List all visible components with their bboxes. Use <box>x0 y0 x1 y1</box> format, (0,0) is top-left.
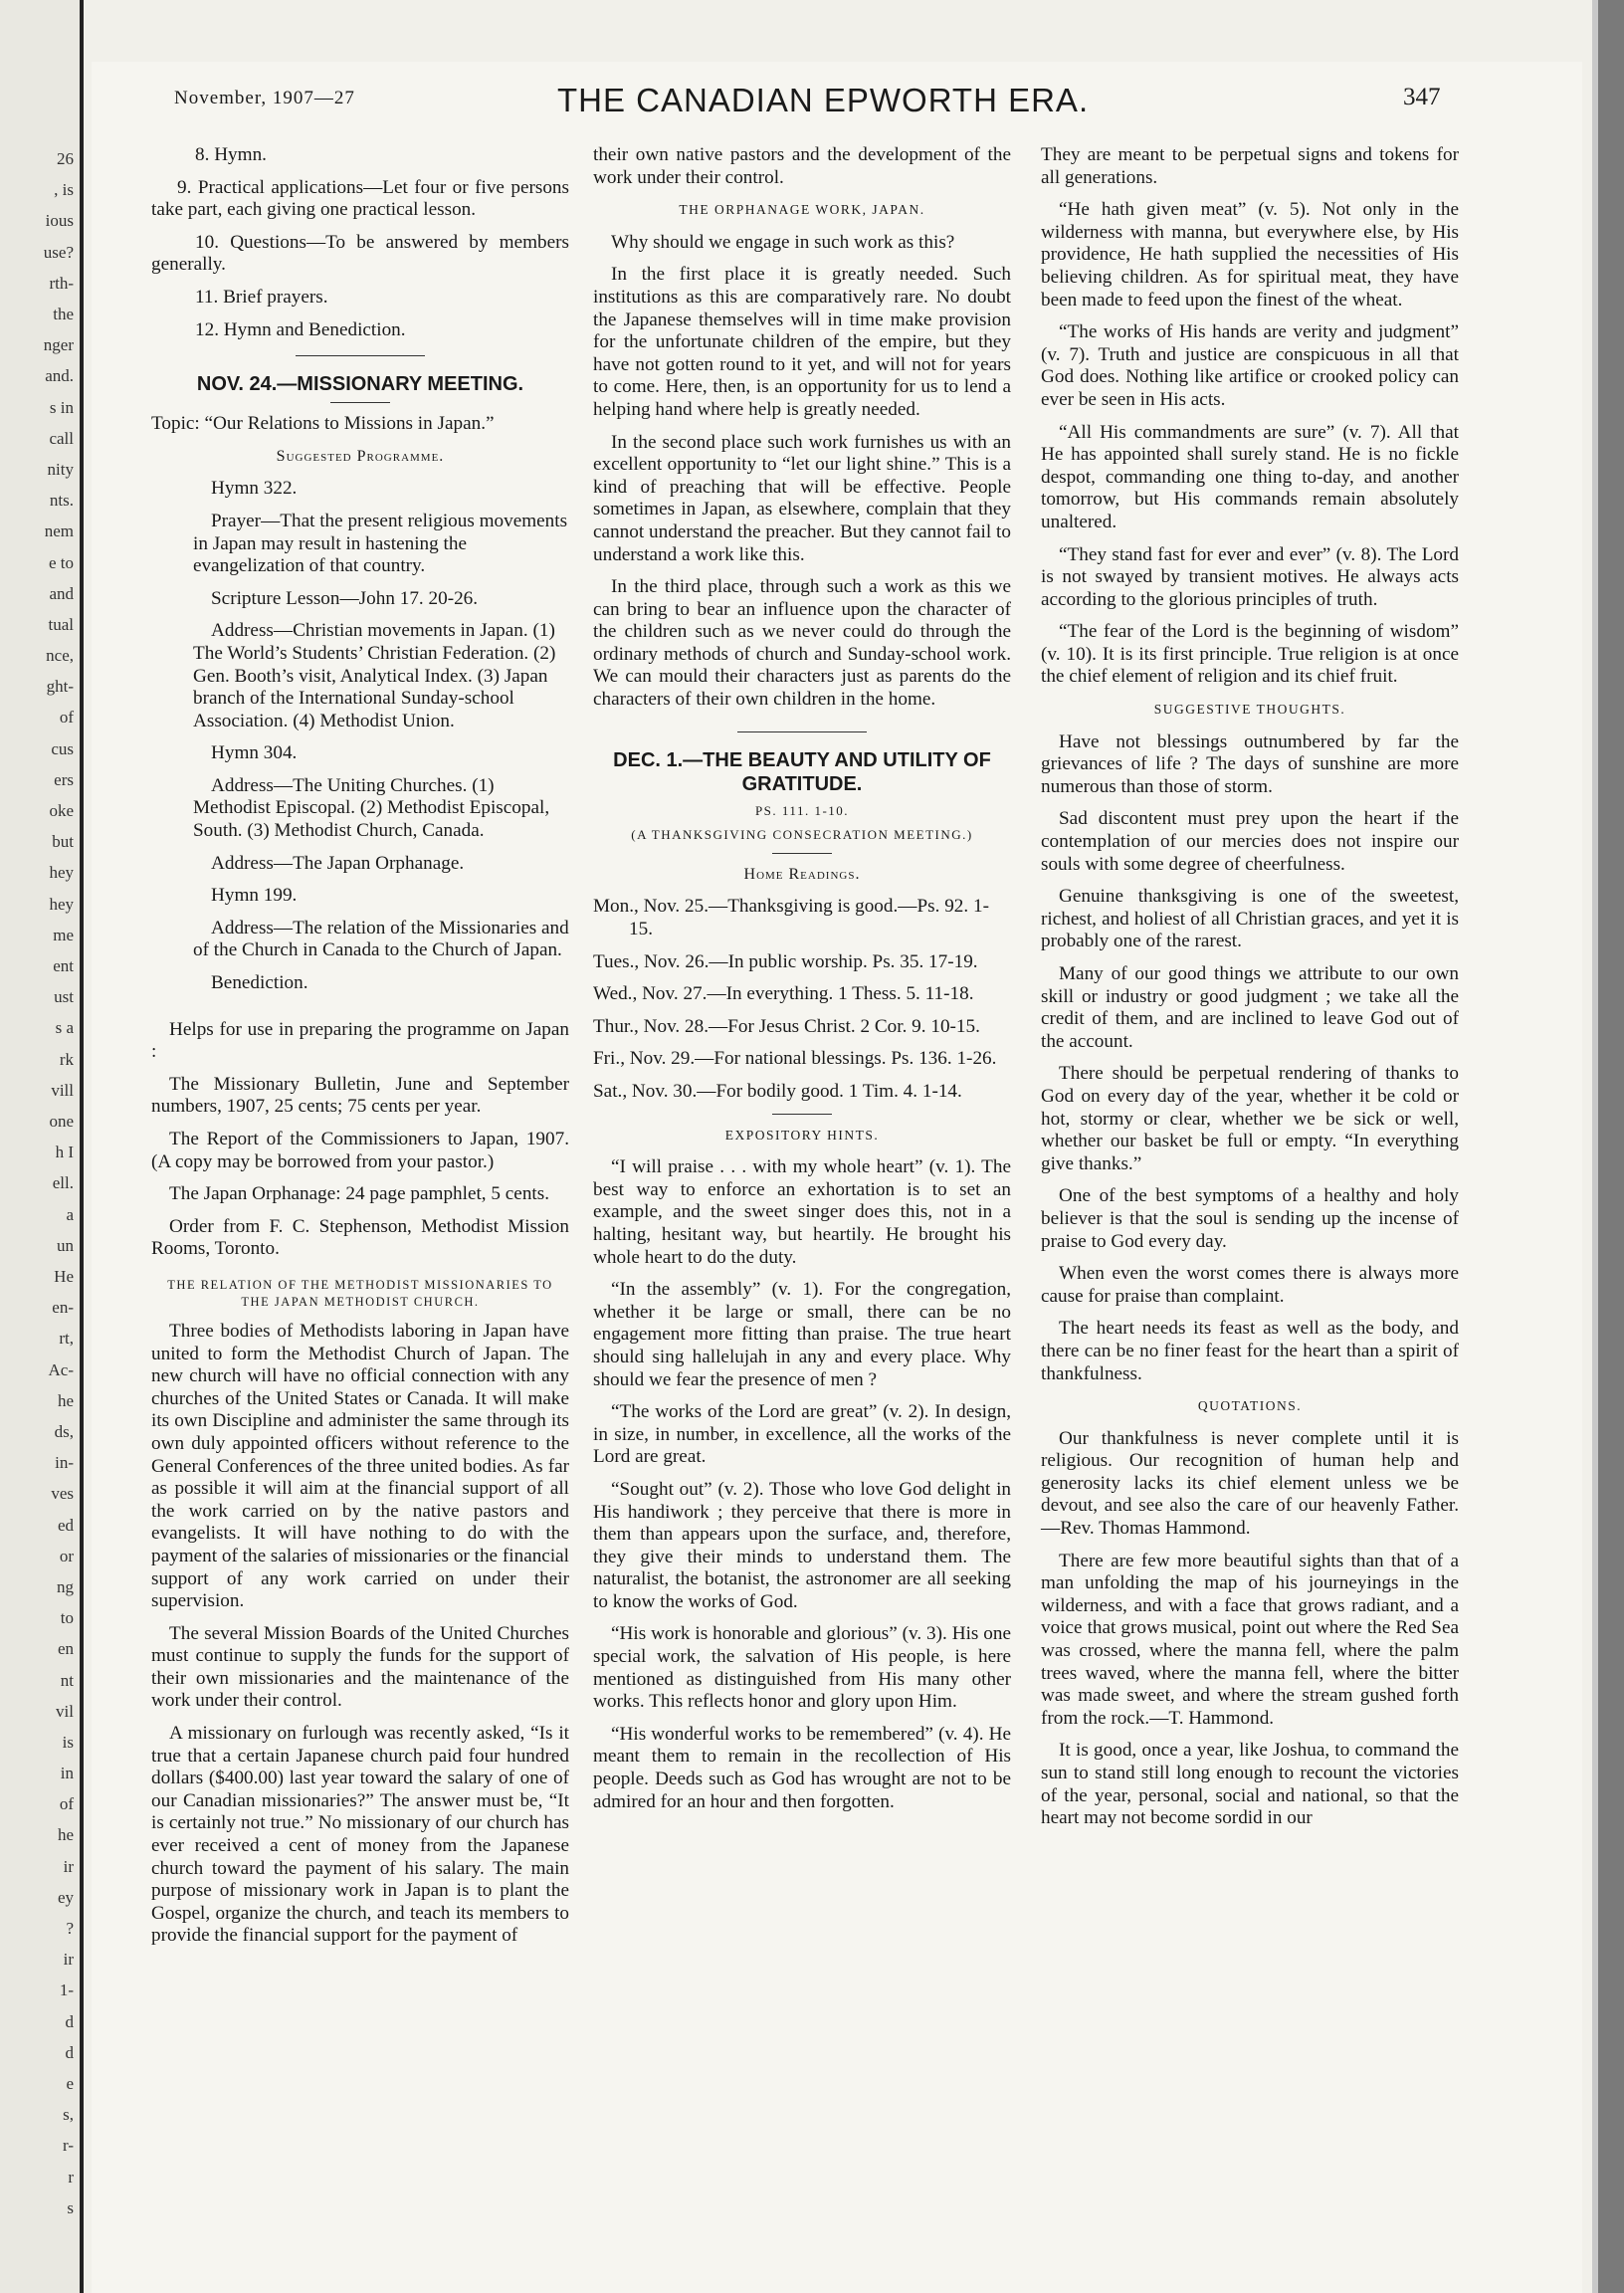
margin-fragment: ious <box>45 211 74 230</box>
divider <box>737 731 867 732</box>
list-item: Scripture Lesson—John 17. 20-26. <box>211 587 479 609</box>
section-heading: DEC. 1.—THE BEAUTY AND UTILITY OF GRATITUDE. <box>613 748 991 795</box>
margin-fragment: un <box>57 1236 74 1255</box>
paragraph: In the second place such work furnishes us with an excellent opportunity to “let our light shine.” This is a kind of preaching that will be effective. People sometimes in Japan, as elsewhere, complain that they cannot understand the preacher. But they cannot fail to understand a work like this. <box>593 431 1011 565</box>
scripture-reference: PS. 111. 1-10. <box>754 802 850 818</box>
margin-fragment: en <box>57 1639 74 1658</box>
adjacent-page-strip <box>0 0 84 2293</box>
margin-fragment: in- <box>55 1453 74 1472</box>
margin-fragment: d <box>65 2012 74 2031</box>
running-title: THE CANADIAN EPWORTH ERA. <box>557 82 1090 118</box>
paragraph: There should be perpetual rendering of thanks to God on every day of the year, whether it be cold or hot, stormy or clear, whether we be sick or well, whether our basket be full or empty. “In everything give thanks.” <box>1041 1063 1459 1174</box>
margin-fragment: ir <box>63 1857 74 1876</box>
page-number: 347 <box>1403 84 1441 110</box>
list-item: 11. Brief prayers. <box>195 286 328 308</box>
paragraph: Have not blessings outnumbered by far the grievances of life ? The days of sunshine are more numerous than those of storm. <box>1041 730 1459 797</box>
margin-fragment: ves <box>51 1484 74 1503</box>
subheading: THE ORPHANAGE WORK, JAPAN. <box>679 202 925 218</box>
margin-fragment: the <box>53 305 74 323</box>
programme-list <box>151 478 569 994</box>
margin-fragment: and. <box>45 366 74 385</box>
margin-fragment: rk <box>59 1050 74 1069</box>
margin-fragment: nce, <box>46 646 74 665</box>
margin-fragment: ed <box>57 1516 74 1535</box>
margin-fragment: s <box>67 2198 74 2217</box>
list-item: 9. Practical applications—Let four or five persons take part, each giving one practical lesson. <box>151 176 569 221</box>
margin-fragment: cus <box>51 739 74 758</box>
column-2 <box>593 144 1011 1823</box>
margin-fragment: he <box>57 1391 74 1410</box>
paragraph: Order from F. C. Stephenson, Methodist Mission Rooms, Toronto. <box>151 1215 569 1260</box>
list-item: Address—The Uniting Churches. (1) Methodist Episcopal. (2) Methodist Episcopal, South. (3) Methodist Church, Canada. <box>193 774 550 842</box>
margin-fragment: one <box>49 1112 74 1131</box>
margin-fragment: ell. <box>52 1173 74 1192</box>
margin-fragment: , is <box>54 180 74 199</box>
subheading: SUGGESTIVE THOUGHTS. <box>1153 702 1346 718</box>
paragraph: The heart needs its feast as well as the body, and there can be no finer feast for the heart than a spirit of thankfulness. <box>1041 1318 1459 1384</box>
subheading: Suggested Programme. <box>276 447 445 465</box>
paragraph: “Sought out” (v. 2). Those who love God delight in His handiwork ; they perceive that there is more in them than appears upon the surface, and, therefore, they give their minds to understand them. The naturalist, the botanist, the astronomer are all seeking to know the works of God. <box>593 1478 1011 1612</box>
margin-fragment: ght- <box>46 677 74 696</box>
margin-fragment: r <box>68 2168 74 2187</box>
margin-fragment: ust <box>54 987 74 1006</box>
margin-fragment: en- <box>52 1298 74 1317</box>
list-item: Fri., Nov. 29.—For national blessings. Ps. 136. 1-26. <box>593 1048 997 1070</box>
margin-fragment: nity <box>47 460 74 479</box>
margin-fragment: of <box>59 1794 74 1813</box>
paragraph: A missionary on furlough was recently asked, “Is it true that a certain Japanese church paid four hundred dollars ($400.00) last year toward the salary of one of our Canadian missionaries?” The answer must be, “It is certainly not true.” No missionary of our church has ever received a cent of money from the Japanese church toward the payment of his salary. The main purpose of missionary work in Japan is to plant the Gospel, organize the church, and teach its members to provide the financial support for the payment of <box>151 1723 569 1947</box>
list-item: Prayer—That the present religious movements in Japan may result in hastening the evangelization of that country. <box>193 510 568 577</box>
paragraph: “The works of His hands are verity and judgment” (v. 7). Truth and justice are conspicuous in all that God does. Nothing like artifice or crooked policy can ever be seen in His acts. <box>1041 321 1459 410</box>
list-item: 8. Hymn. <box>195 144 267 165</box>
margin-fragment: e <box>66 2074 74 2093</box>
margin-fragment: ? <box>66 1919 74 1938</box>
paragraph: Many of our good things we attribute to our own skill or industry or good judgment ; we take all the credit of them, and are inclined to leave God out of the account. <box>1041 963 1459 1052</box>
list-item: Sat., Nov. 30.—For bodily good. 1 Tim. 4. 1-14. <box>593 1081 962 1102</box>
margin-fragment: but <box>52 832 74 851</box>
margin-fragment: Ac- <box>48 1360 74 1379</box>
margin-fragment: rth- <box>49 274 74 293</box>
list-item: Address—Christian movements in Japan. (1) The World’s Students’ Christian Federation. (2) Gen. Booth’s visit, Analytical Index. (3) Japan branch of the International Sunday-school Association. (4) Methodist Union. <box>193 620 556 731</box>
list-item: Address—The Japan Orphanage. <box>211 852 465 874</box>
list-item: Address—The relation of the Missionaries and of the Church in Canada to the Church of Japan. <box>193 917 569 961</box>
paragraph: Helps for use in preparing the programme on Japan : <box>151 1018 569 1063</box>
margin-fragment: he <box>57 1825 74 1844</box>
margin-fragment: ng <box>57 1577 74 1596</box>
paragraph: In the third place, through such a work as this we can bring to bear an influence upon the character of the children such as we never could do through the ordinary methods of church and Sunday-school work. We can mould their characters just as parents do the characters of their own children in the home. <box>593 576 1011 711</box>
margin-fragment: and <box>49 584 74 603</box>
paragraph: Three bodies of Methodists laboring in Japan have united to form the Methodist Church of Japan. The new church will have no official connection with any churches of the United States or Canada. It will make its own Discipline and administer the same through its own duly appointed officers without reference to the General Conferences of the three united bodies. As far as possible it will aim at the financial support of all the work carried on by the native pastors and evangelists. It will have nothing to do with the payment of the salaries of missionaries or the financial support of any work carried on under their supervision. <box>151 1320 569 1612</box>
list-item: Tues., Nov. 26.—In public worship. Ps. 35. 17-19. <box>593 950 978 972</box>
margin-fragment: in <box>60 1764 74 1782</box>
margin-fragment: ds, <box>54 1422 74 1441</box>
paragraph: The Japan Orphanage: 24 page pamphlet, 5 cents. <box>169 1183 550 1205</box>
margin-fragment: ers <box>54 770 74 789</box>
margin-fragment: ey <box>57 1888 74 1907</box>
list-item: Hymn 304. <box>211 742 298 764</box>
topic-line: Topic: “Our Relations to Missions in Japan.” <box>151 413 495 435</box>
paragraph: Why should we engage in such work as this? <box>611 231 955 253</box>
readings-list <box>593 896 1011 1103</box>
paragraph: The Report of the Commissioners to Japan, 1907. (A copy may be borrowed from your pastor.) <box>151 1129 569 1172</box>
margin-fragment: e to <box>48 553 74 572</box>
margin-fragment: oke <box>49 801 74 820</box>
list-item: Thur., Nov. 28.—For Jesus Christ. 2 Cor. 9. 10-15. <box>593 1015 980 1037</box>
margin-fragment: of <box>59 708 74 727</box>
paragraph: “His wonderful works to be remembered” (v. 4). He meant them to remain in the recollection of His people. Deeds such as God has wrought are not to be admired for an hour and then forgotten. <box>593 1723 1011 1812</box>
margin-fragment: s a <box>55 1018 74 1037</box>
margin-fragment: ir <box>63 1950 74 1969</box>
paragraph: One of the best symptoms of a healthy and holy believer is that the soul is sending up the incense of praise to God every day. <box>1041 1185 1459 1252</box>
subheading: Home Readings. <box>743 865 861 883</box>
margin-fragment: nt <box>60 1671 74 1690</box>
divider <box>330 402 390 403</box>
paragraph: Our thankfulness is never complete until it is religious. Our recognition of human help and generosity lacks its chief element unless we be devout, and see also the care of our heavenly Father.—Rev. Thomas Hammond. <box>1041 1427 1459 1540</box>
divider <box>772 853 832 854</box>
subheading: QUOTATIONS. <box>1197 1398 1303 1414</box>
paragraph: Genuine thanksgiving is one of the sweetest, richest, and holiest of all Christian graces, and yet it is probably one of the rarest. <box>1041 886 1459 952</box>
margin-fragment: He <box>54 1267 74 1286</box>
divider <box>772 1114 832 1115</box>
paragraph: It is good, once a year, like Joshua, to command the sun to stand still long enough to recount the victories of the year, personal, social and national, so that the heart may not become sordid in our <box>1041 1740 1459 1829</box>
margin-fragment: rt, <box>59 1329 74 1348</box>
list-item: 10. Questions—To be answered by members generally. <box>151 231 569 276</box>
paragraph: “The works of the Lord are great” (v. 2). In design, in size, in number, in excellence, all the works of the Lord are great. <box>593 1401 1011 1468</box>
column-1 <box>151 144 569 1958</box>
paragraph: The Missionary Bulletin, June and September numbers, 1907, 25 cents; 75 cents per year. <box>151 1073 569 1118</box>
paragraph: “His work is honorable and glorious” (v. 3). His one special work, the salvation of His people, is here mentioned as distinguished from His many other works. This reflects honor and glory upon Him. <box>593 1623 1011 1713</box>
subtitle: (A THANKSGIVING CONSECRATION MEETING.) <box>631 827 973 843</box>
column-3 <box>1041 144 1459 1840</box>
margin-fragment: r- <box>63 2136 74 2155</box>
page-edge <box>1592 0 1624 2293</box>
list-item: 12. Hymn and Benediction. <box>195 318 406 340</box>
paragraph: The several Mission Boards of the United Churches must continue to supply the funds for the support of their own missionaries and the maintenance of the work under their control. <box>151 1622 569 1712</box>
list-item: Wed., Nov. 27.—In everything. 1 Thess. 5. 11-18. <box>593 983 974 1005</box>
margin-fragment: use? <box>43 243 74 262</box>
margin-fragment: a <box>66 1205 74 1224</box>
margin-fragment: ent <box>53 956 74 975</box>
paragraph: “All His commandments are sure” (v. 7). All that He has appointed shall surely stand. He is no fickle despot, commanding one thing to-day, and another tomorrow, but His commands remain absolutely unaltered. <box>1041 421 1459 532</box>
list-item: Mon., Nov. 25.—Thanksgiving is good.—Ps. 92. 1-15. <box>593 896 989 940</box>
margin-fragment: tual <box>48 615 74 634</box>
margin-fragment: call <box>49 429 74 448</box>
list-item: Benediction. <box>211 972 308 994</box>
margin-fragment: me <box>53 926 74 944</box>
margin-fragment: d <box>65 2043 74 2062</box>
list-item: Hymn 322. <box>211 478 298 500</box>
paragraph: “In the assembly” (v. 1). For the congregation, whether it be large or small, there can be no engagement more fitting than praise. The true heart should sing hallelujah in any and every place. Why should we fear the presence of men ? <box>593 1279 1011 1390</box>
margin-fragment: hey <box>49 895 74 914</box>
margin-fragment: s, <box>63 2105 74 2124</box>
paragraph: In the first place it is greatly needed. Such institutions as this are comparatively rare. No doubt the Japanese themselves will in time make provision for the unfortunate children of the empire, but they have not gotten round to it yet, and will not for years to come. Here, then, is an opportunity for us to lend a helping hand where help is greatly needed. <box>593 264 1011 420</box>
paragraph: “They stand fast for ever and ever” (v. 8). The Lord is not swayed by transient motives. He always acts according to the glorious principles of truth. <box>1041 543 1459 610</box>
divider <box>296 355 425 356</box>
paragraph: They are meant to be perpetual signs and tokens for all generations. <box>1041 144 1459 188</box>
margin-fragment: 1- <box>59 1980 74 1999</box>
paragraph: There are few more beautiful sights than that of a man unfolding the map of his journeyings in the wilderness, and with a face that grows radiant, and a voice that grows musical, point out where the Red Sea was crossed, where the manna fell, where the palm trees waved, where the manna fell, where the bitter was made sweet, and where the stream gushed forth from the rock.—T. Hammond. <box>1041 1550 1459 1729</box>
margin-fragment: vil <box>56 1702 74 1721</box>
order-of-service-list <box>151 144 569 341</box>
header-date: November, 1907—27 <box>174 88 355 108</box>
paragraph: Sad discontent must prey upon the heart if the contemplation of our mercies does not inspire our souls with some degree of cheerfulness. <box>1041 808 1459 875</box>
margin-fragment: s in <box>49 398 74 417</box>
margin-fragment: nem <box>44 521 74 540</box>
subheading: EXPOSITORY HINTS. <box>724 1127 880 1143</box>
paragraph: “I will praise . . . with my whole heart” (v. 1). The best way to enforce an exhortation is to set an example, and the sweet singer does this, not in a halting, hesitant way, but heartily. He brought his whole heart to do the duty. <box>593 1156 1011 1268</box>
margin-fragment: nger <box>43 335 74 354</box>
paragraph: their own native pastors and the development of the work under their control. <box>593 144 1011 188</box>
margin-fragment: 26 <box>57 149 74 168</box>
margin-fragment: nts. <box>49 491 74 510</box>
list-item: Hymn 199. <box>211 885 298 907</box>
paragraph: “He hath given meat” (v. 5). Not only in the wilderness with manna, but everywhere else, by His providence, He hath supplied the necessities of His believing children. As for spiritual meat, they have been made to feed upon the finest of the wheat. <box>1041 199 1459 311</box>
paragraph: When even the worst comes there is always more cause for praise than complaint. <box>1041 1263 1459 1307</box>
subheading: THE RELATION OF THE METHODIST MISSIONARIES TO THE JAPAN METHODIST CHURCH. <box>167 1277 553 1309</box>
margin-fragment: or <box>59 1547 74 1565</box>
margin-fragment: h I <box>55 1143 74 1161</box>
margin-fragment: to <box>60 1608 74 1627</box>
margin-fragment: hey <box>49 863 74 882</box>
margin-fragment: vill <box>51 1081 74 1100</box>
paragraph: “The fear of the Lord is the beginning of wisdom” (v. 10). It is its first principle. True religion is at once the chief element of religion and its chief fruit. <box>1041 621 1459 688</box>
margin-fragment: is <box>62 1733 74 1752</box>
section-heading: NOV. 24.—MISSIONARY MEETING. <box>196 373 524 396</box>
